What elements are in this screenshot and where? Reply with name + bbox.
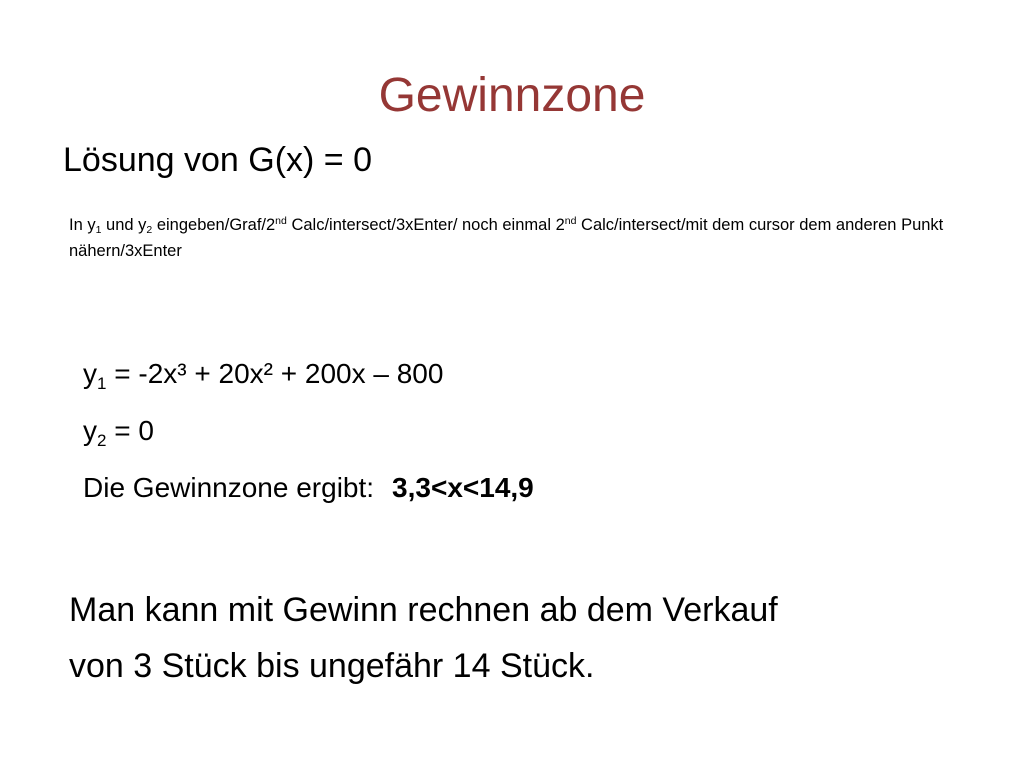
instructions-sub-1: 1 [95,224,102,236]
y2-variable: y [83,415,97,446]
slide-title: Gewinnzone [378,69,646,122]
conclusion-text [69,582,989,694]
result-label: Die Gewinnzone ergibt: [83,472,375,503]
instructions-text-3: eingeben/Graf/2 [152,216,276,234]
y2-expression: = 0 [106,415,154,446]
slide-subtitle: Lösung von G(x) = 0 [63,141,373,179]
y1-subscript: 1 [97,374,107,393]
y1-variable: y [83,358,97,389]
y1-expression: = -2x³ + 20x² + 200x – 800 [106,358,444,389]
result-line [83,459,534,516]
instructions-sup-2: nd [564,215,577,227]
instructions-text-2: und y [101,216,147,234]
equation-y2 [83,402,534,459]
instructions-text-4: Calc/intersect/3xEnter/ noch einmal 2 [286,216,565,234]
y2-subscript: 2 [97,431,107,450]
conclusion-line-2: von 3 Stück bis ungefähr 14 Stück. [69,647,595,685]
instructions-sup-1: nd [275,215,287,227]
equations-block [83,345,534,516]
calculator-instructions [69,212,969,264]
result-value: 3,3<x<14,9 [392,472,534,503]
equation-y1 [83,345,534,402]
instructions-sub-2: 2 [146,224,153,236]
instructions-text-5: Calc/intersect/mit dem cursor dem anderen Punkt nähern/3xEnter [69,216,944,260]
conclusion-line-1: Man kann mit Gewinn rechnen ab dem Verkauf [69,591,778,629]
instructions-text-1: In y [69,216,96,234]
